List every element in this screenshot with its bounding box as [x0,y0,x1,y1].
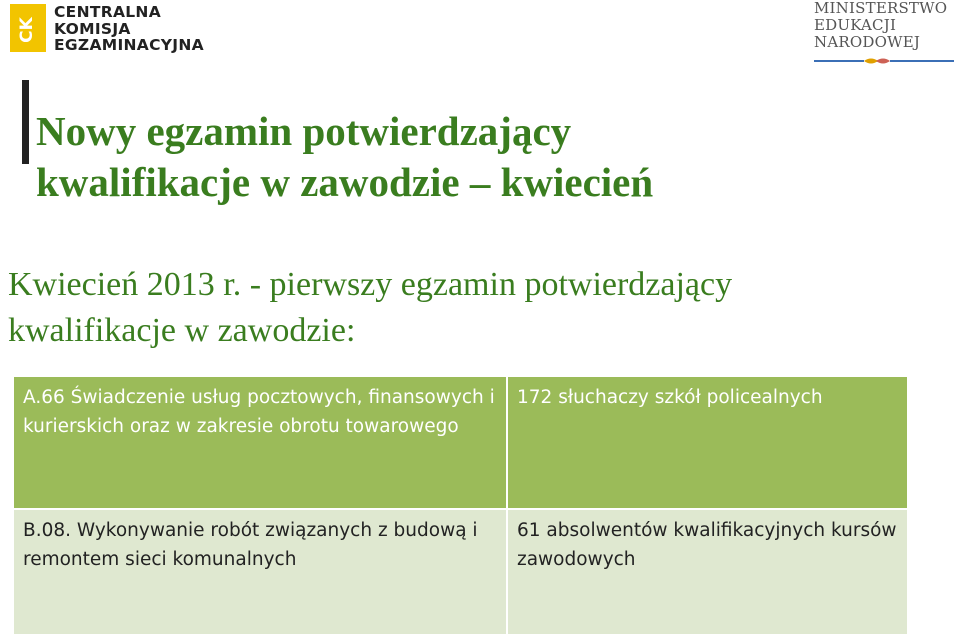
qualification-cell: A.66 Świadczenie usług pocztowych, finansowych i kurierskich oraz w zakresie obrotu towarowego [23,387,495,437]
men-logo-line-3: NARODOWEJ [814,33,921,51]
title-accent-bar [22,80,29,164]
men-logo [814,0,954,51]
participants-cell: 61 absolwentów kwalifikacyjnych kursów zawodowych [506,510,907,634]
men-logo-ribbon-icon [814,56,954,66]
subtitle-line-1: Kwiecień 2013 r. - pierwszy egzamin potwierdzający [8,266,733,303]
page-title-line-2: kwalifikacje w zawodzie – kwiecień [36,159,654,205]
cke-logo-text [54,4,204,54]
men-logo-line-1: MINISTERSTWO [814,0,948,17]
subtitle-line-2: kwalifikacje w zawodzie: [8,312,356,349]
qualification-cell: B.08. Wykonywanie robót związanych z budową i remontem sieci komunalnych [23,520,478,570]
page-title-line-1: Nowy egzamin potwierdzający [36,108,572,154]
cke-logo-line-3: EGZAMINACYJNA [54,36,204,54]
page-title [36,106,653,208]
cke-logo-line-2: KOMISJA [54,19,131,38]
cke-logo-mark: CK [17,17,37,43]
cke-logo [10,4,204,54]
men-logo-line-2: EDUKACJI [814,16,897,34]
table-row [14,377,907,508]
subtitle [8,262,732,354]
men-logo-text [814,0,954,51]
cke-logo-line-1: CENTRALNA [54,3,161,21]
cke-logo-icon [10,4,46,52]
participants-cell: 172 słuchaczy szkół policealnych [506,377,907,508]
table-row [14,510,907,634]
qualifications-table [14,377,907,634]
